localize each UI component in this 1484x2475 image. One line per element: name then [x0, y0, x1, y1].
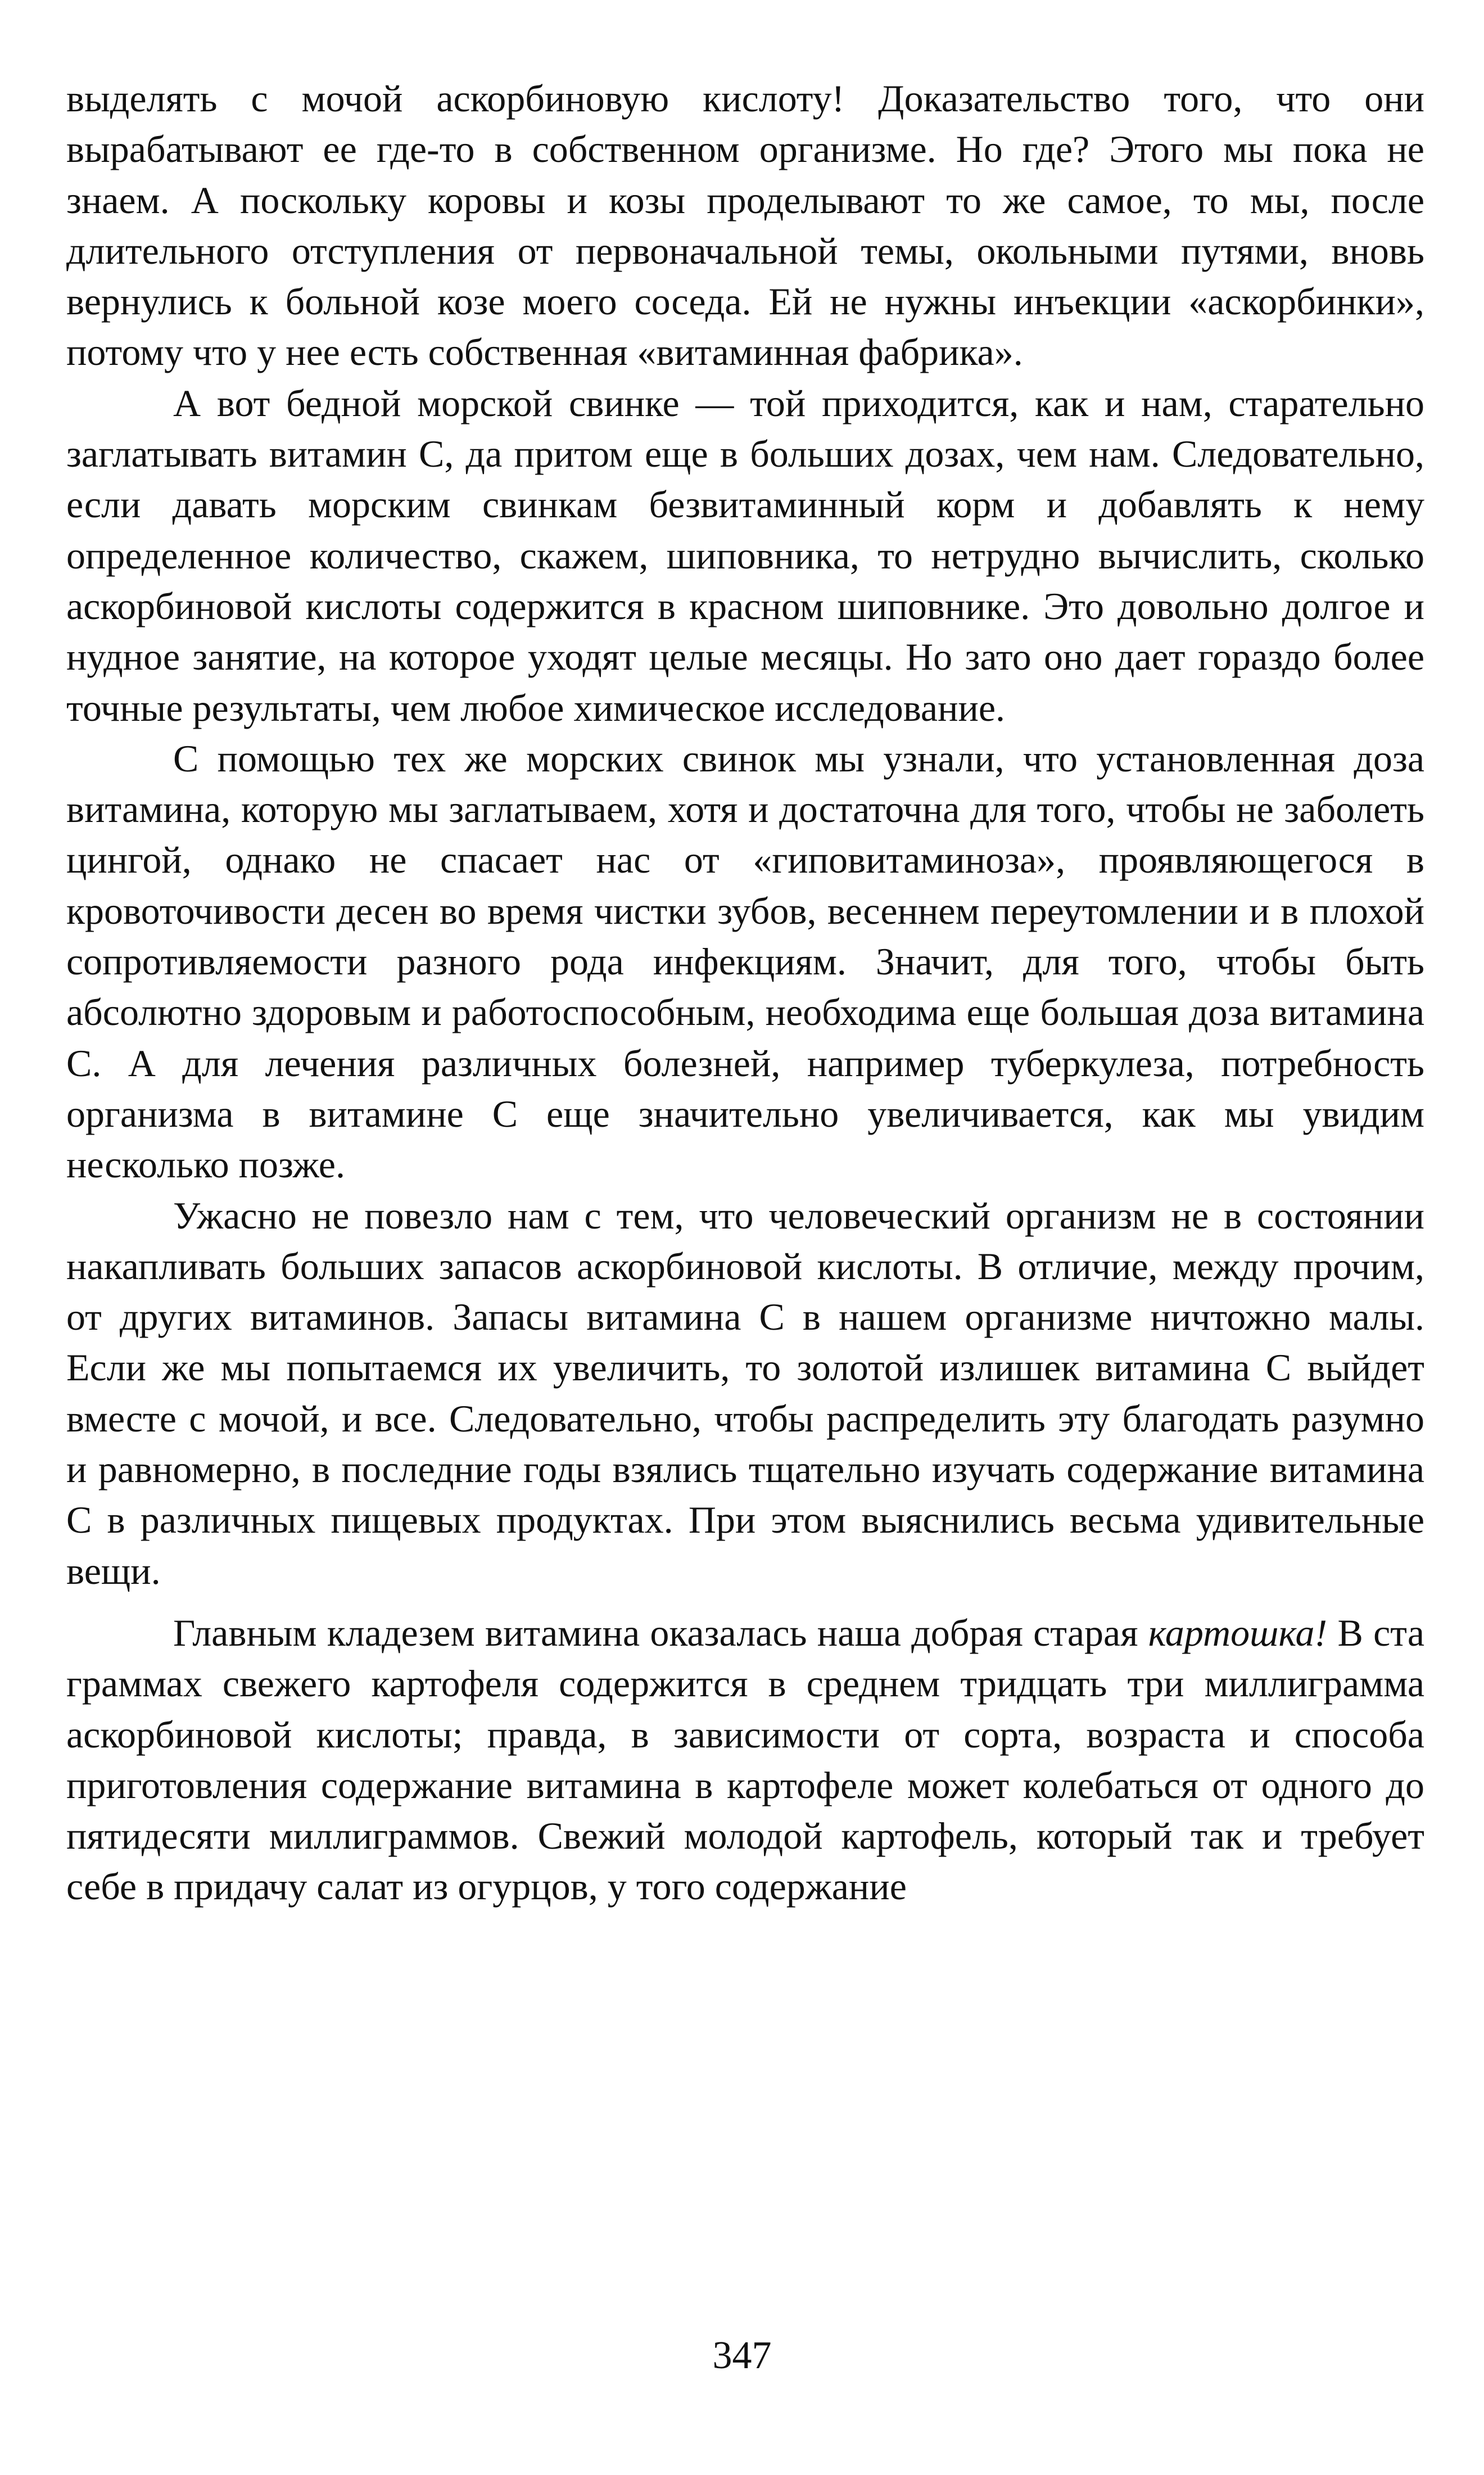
paragraph-4: Ужасно не повезло нам с тем, что человеческий организм не в состоянии накапливать больших запасов аскорбиновой кислоты. В отличие, между прочим, от других витаминов. Запасы витамина С в нашем организме ничтожно малы. Если же мы попытаемся их увеличить, то золотой излишек витамина С выйдет вместе с мочой, и все. Следовательно, чтобы распределить эту благодать разумно и равномерно, в последние годы взялись тщательно изучать содержание витамина С в различных пищевых продуктах. При этом выяснились весьма удивительные вещи. [66, 1194, 1424, 1592]
paragraph-1: выделять с мочой аскорбиновую кислоту! Доказательство того, что они вырабатывают ее где-то в собственном организме. Но где? Этого мы пока не знаем. А поскольку коровы и козы проделывают то же самое, то мы, после длительного отступления от первоначальной темы, окольными путями, вновь вернулись к больной козе моего соседа. Ей не нужны инъекции «аскорбинки», потому что у нее есть собственная «витаминная фабрика». [66, 77, 1424, 374]
paragraph-5 [66, 1607, 1424, 1912]
page-number: 347 [712, 2334, 772, 2377]
paragraph-2: А вот бедной морской свинке — той приходится, как и нам, старательно заглатывать витамин С, да притом еще в больших дозах, чем нам. Следовательно, если давать морским свинкам безвитаминный корм и добавлять к нему определенное количество, скажем, шиповника, то нетрудно вычислить, сколько аскорбиновой кислоты содержится в красном шиповнике. Это довольно долгое и нудное занятие, на которое уходят целые месяцы. Но зато оно дает гораздо более точные результаты, чем любое химическое исследование. [66, 381, 1424, 729]
paragraph-3: С помощью тех же морских свинок мы узнали, что установленная доза витамина, которую мы заглатываем, хотя и достаточна для того, чтобы не заболеть цингой, однако не спасает нас от «гиповитаминоза», проявляющегося в кровоточивости десен во время чистки зубов, весеннем переутомлении и в плохой сопротивляемости разного рода инфекциям. Значит, для того, чтобы быть абсолютно здоровым и работоспособным, необходима еще большая доза витамина С. А для лечения различных болезней, например туберкулеза, потребность организма в витамине С еще значительно увеличивается, как мы увидим несколько позже. [66, 737, 1424, 1186]
body-text [66, 73, 1424, 1912]
paragraph-5-start: Главным кладезем витамина оказалась наша добрая старая [173, 1611, 1138, 1654]
paragraph-5-rest: В ста граммах свежего картофеля содержится в среднем тридцать три миллиграмма аскорбиновой кислоты; правда, в зависимости от сорта, возраста и способа приготовления содержание витамина в картофеле может колебаться от одного до пятидесяти миллиграммов. Свежий молодой картофель, который так и требует себе в придачу салат из огурцов, у того содержание [66, 1611, 1425, 1908]
emphasis-potato: картошка! [1148, 1611, 1328, 1654]
